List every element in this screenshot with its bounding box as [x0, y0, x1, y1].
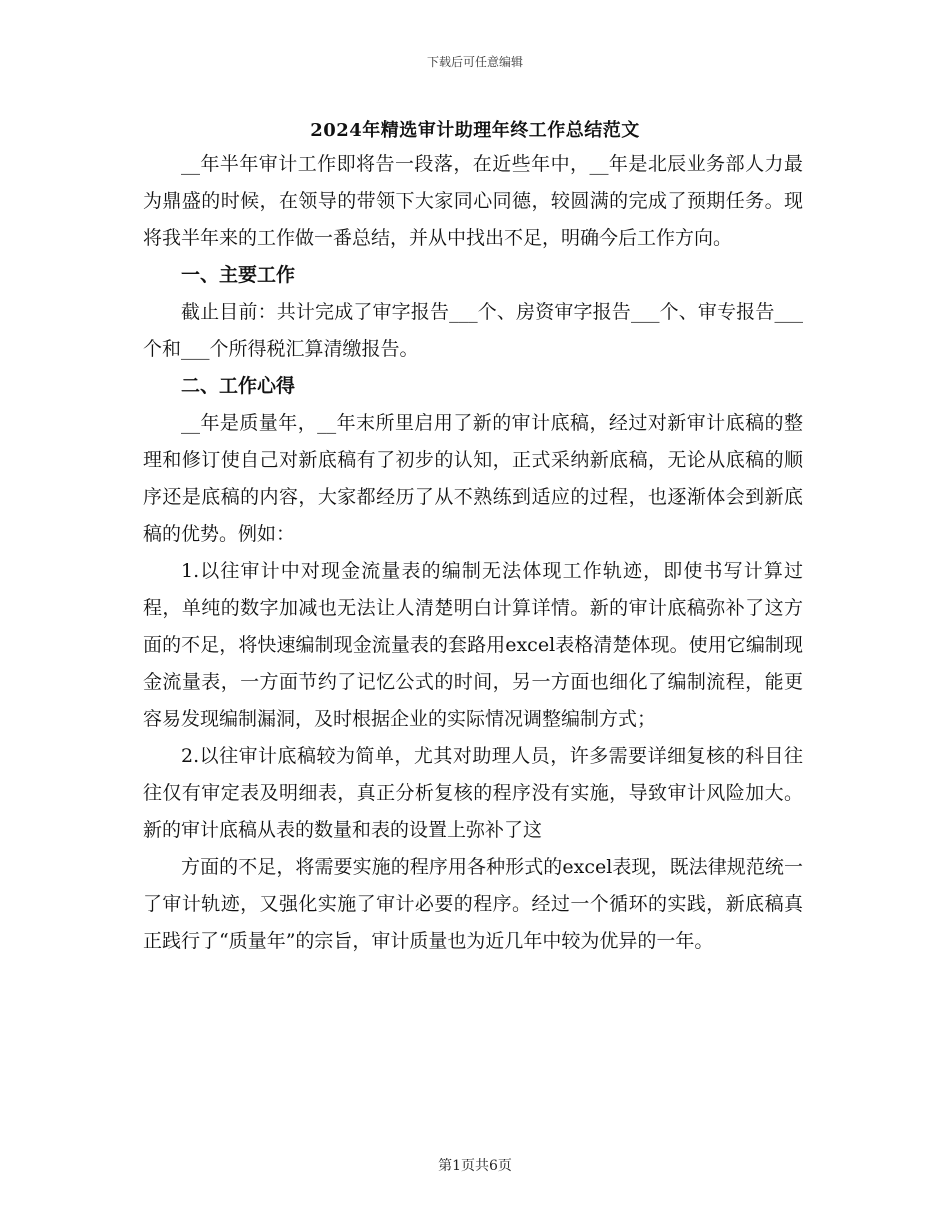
document-title: 2024年精选审计助理年终工作总结范文: [310, 120, 640, 141]
page-header: 下载后可任意编辑: [426, 55, 523, 69]
section-heading-experience: 二、工作心得: [181, 375, 296, 397]
page-number: 第1页共6页: [438, 1158, 512, 1174]
point-2-paragraph: 2.以往审计底稿较为简单，尤其对助理人员，许多需要详细复核的科目往往仅有审定表及明细表，真正分析复核的程序没有实施，导致审计风险加大。新的审计底稿从表的数量和表的设置上弥补了这: [143, 745, 803, 841]
intro-paragraph: __年半年审计工作即将告一段落，在近些年中，__年是北辰业务部人力最为鼎盛的时候，在领导的带领下大家同心同德，较圆满的完成了预期任务。现将我半年来的工作做一番总结，并从中找出不足，明确今后工作方向。: [143, 153, 803, 249]
document-body: [143, 146, 803, 960]
experience-paragraph: __年是质量年，__年末所里启用了新的审计底稿，经过对新审计底稿的整理和修订使自己对新底稿有了初步的认知，正式采纳新底稿，无论从底稿的顺序还是底稿的内容，大家都经历了从不熟练到适应的过程，也逐渐体会到新底稿的优势。例如：: [143, 412, 803, 545]
point-2-continued-paragraph: 方面的不足，将需要实施的程序用各种形式的excel表现，既法律规范统一了审计轨迹，又强化实施了审计必要的程序。经过一个循环的实践，新底稿真正践行了“质量年”的宗旨，审计质量也为近几年中较为优异的一年。: [143, 856, 803, 952]
point-1-paragraph: 1.以往审计中对现金流量表的编制无法体现工作轨迹，即使书写计算过程，单纯的数字加减也无法让人清楚明白计算详情。新的审计底稿弥补了这方面的不足，将快速编制现金流量表的套路用excel表格清楚体现。使用它编制现金流量表，一方面节约了记忆公式的时间，另一方面也细化了编制流程，能更容易发现编制漏洞，及时根据企业的实际情况调整编制方式；: [143, 560, 803, 730]
main-work-paragraph: 截止目前：共计完成了审字报告___个、房资审字报告___个、审专报告___个和___个所得税汇算清缴报告。: [143, 301, 803, 360]
section-heading-main-work: 一、主要工作: [181, 264, 296, 286]
